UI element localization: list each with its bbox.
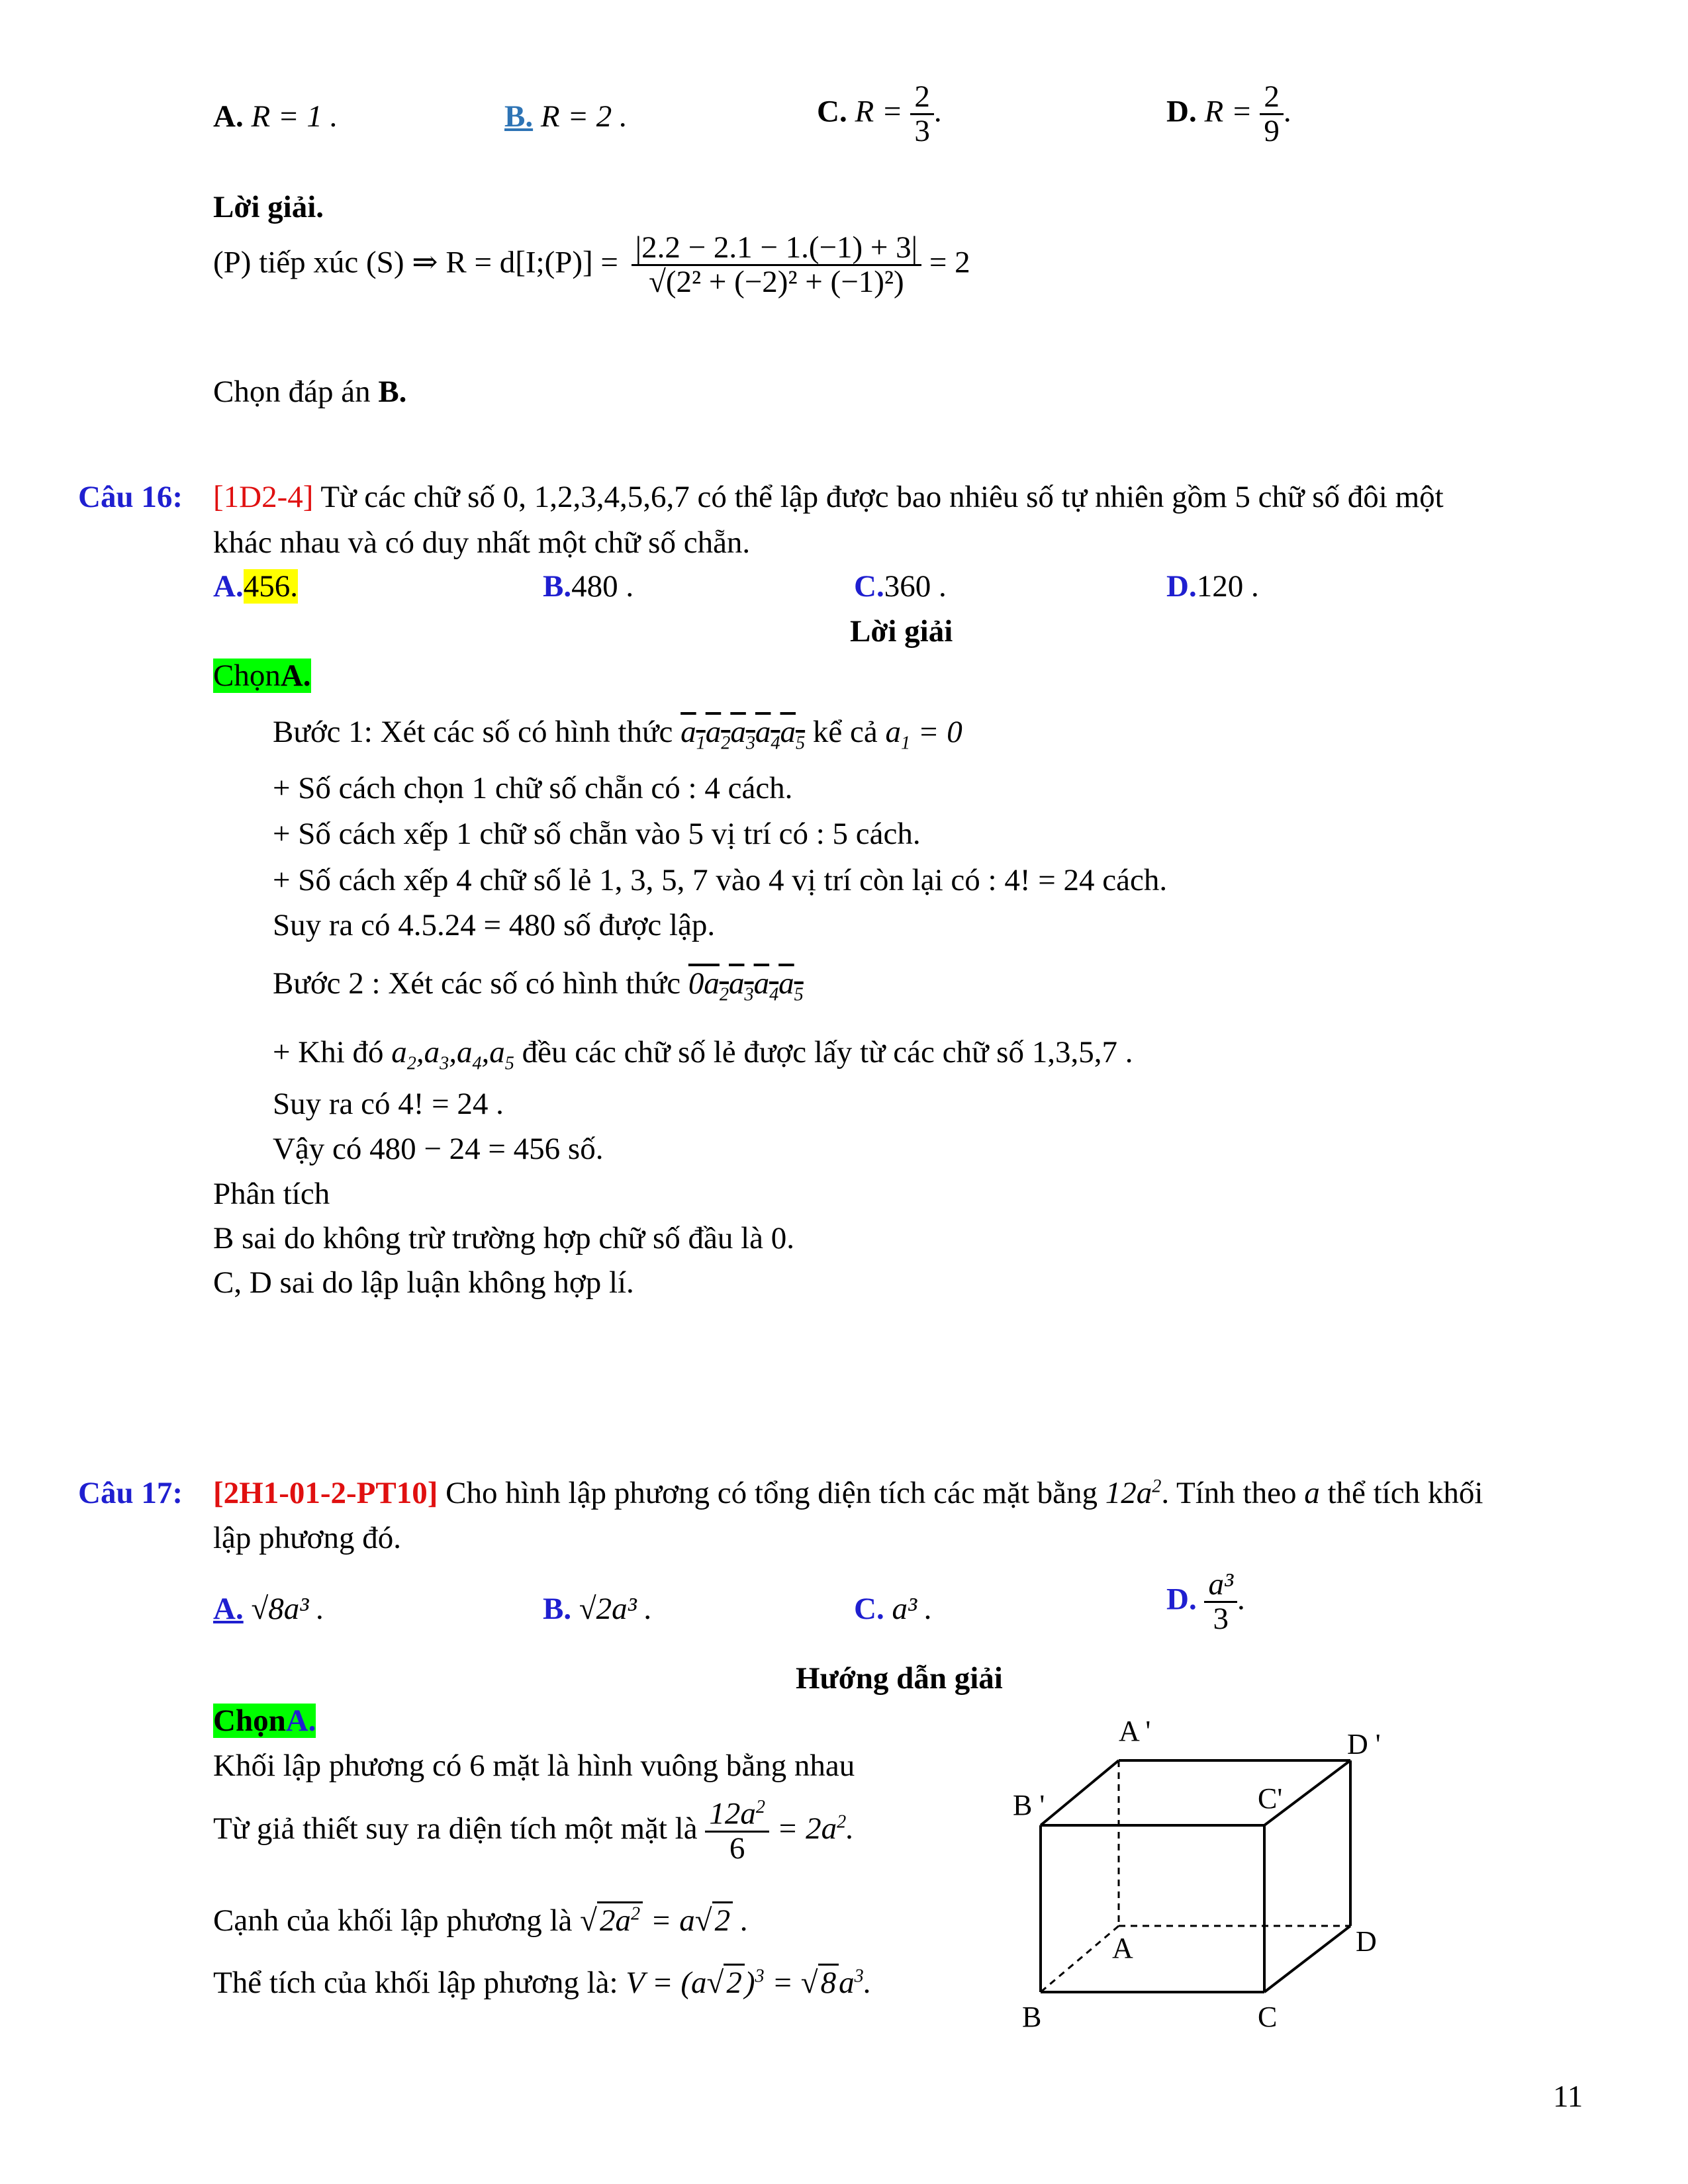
q17-option-a: A. √8a³ . bbox=[213, 1592, 324, 1626]
q17-face-area-fraction: $\frac{12a^2}{6}$ bbox=[705, 1797, 769, 1865]
q16-step1-condition: $a_1 = 0$ bbox=[885, 715, 962, 754]
q17-line: Cạnh của khối lập phương là $√2a^2 = a√2$ . bbox=[213, 1902, 749, 1939]
q17-solution-title: Hướng dẫn giải bbox=[796, 1661, 1003, 1696]
q16-step-line: Vậy có 480 − 24 = 456 số. bbox=[273, 1132, 604, 1166]
cube-vertex-label: B ' bbox=[1013, 1789, 1045, 1821]
q17-area-expression: $12a^2$ bbox=[1105, 1476, 1162, 1510]
cube-vertex-label: C' bbox=[1258, 1782, 1283, 1815]
q16-solution-title: Lời giải bbox=[850, 614, 953, 649]
q15-solution-formula: (P) tiếp xúc (S) ⇒ R = d[I;(P)] = $\frac{|2.2 - 2.1 - 1.(-1) + 3|}{\text{√(2² + (−2)² + (−1)²)}}$ = 2 bbox=[213, 230, 970, 300]
q17-choose: ChọnA. bbox=[213, 1704, 316, 1738]
q16-analysis-line: C, D sai do lập luận không hợp lí. bbox=[213, 1265, 634, 1300]
q17-variable-a: a bbox=[1304, 1476, 1320, 1510]
cube-vertex-label: C bbox=[1258, 2001, 1278, 2033]
q16-text-line2: khác nhau và có duy nhất một chữ số chẵn. bbox=[213, 525, 751, 560]
q16-step2-number-form: $0a_2a_3a_4a_5$ bbox=[688, 966, 804, 1005]
q16-analysis-title: Phân tích bbox=[213, 1177, 330, 1211]
q15-c-fraction: $\frac{2}{3}$ bbox=[910, 81, 934, 148]
q16-step-line: + Số cách chọn 1 chữ số chẵn có : 4 cách. bbox=[273, 771, 793, 805]
cube-diagram bbox=[980, 1707, 1417, 2038]
q15-solution-fraction: $\frac{|2.2 - 2.1 - 1.(-1) + 3|}{\text{√(2² + (−2)² + (−1)²)}}$ bbox=[632, 232, 921, 299]
q17-option-d: D. $\frac{\text{a³}}{3}$ . bbox=[1166, 1567, 1245, 1637]
q17-option-c: C. a³ . bbox=[854, 1592, 933, 1626]
q16-step-line: + Số cách xếp 1 chữ số chẵn vào 5 vị trí có : 5 cách. bbox=[273, 817, 921, 851]
page-number: 11 bbox=[1553, 2079, 1583, 2114]
q15-option-b: B. R = 2 . bbox=[504, 99, 628, 134]
cube-edge bbox=[1264, 1926, 1350, 1992]
q16-option-b: B.480 . bbox=[543, 569, 634, 604]
q16-choose: ChọnA. bbox=[213, 659, 311, 693]
q15-option-a: A. R = 1 . bbox=[213, 99, 338, 134]
q16-option-a: A.456. bbox=[213, 569, 298, 604]
q17-text-line2: lập phương đó. bbox=[213, 1521, 401, 1555]
cube-vertex-label: D bbox=[1356, 1925, 1377, 1958]
q16-odd-digits: $a_2,a_3,a_4,a_5$ bbox=[391, 1035, 514, 1074]
q16-analysis-line: B sai do không trừ trường hợp chữ số đầu là 0. bbox=[213, 1221, 795, 1255]
q16-step1: Bước 1: Xét các số có hình thức $a_1a_2a_3a_4a_5$ kể cả $a_1 = 0$ bbox=[273, 715, 962, 754]
cube-vertex-label: A bbox=[1112, 1932, 1133, 1964]
q17-label: Câu 17: bbox=[78, 1476, 183, 1510]
cube-vertex-label: B bbox=[1022, 2001, 1042, 2033]
q17-line: Từ giả thiết suy ra diện tích một mặt là $\frac{12a^2}{6}$ = $2a^2$. bbox=[213, 1796, 855, 1866]
q17-edge-value: $√2a^2 = a√2$ . bbox=[580, 1901, 748, 1938]
q17-d-fraction: $\frac{\text{a³}}{3}$ bbox=[1204, 1569, 1237, 1636]
q17-text-line1: [2H1-01-2-PT10] Cho hình lập phương có tổng diện tích các mặt bằng $12a^2$. Tính theo a thể tích khối bbox=[213, 1476, 1483, 1510]
q17-face-area-value: = $2a^2$. bbox=[776, 1811, 855, 1846]
cube-hidden-edge bbox=[1041, 1926, 1119, 1992]
q16-step-line: Suy ra có 4.5.24 = 480 số được lập. bbox=[273, 908, 716, 942]
q17-volume-value: $V = (a√2)^3 = √8a^3$. bbox=[626, 1966, 871, 2000]
q16-step1-number-form: $a_1a_2a_3a_4a_5$ bbox=[680, 715, 806, 754]
q16-text-line1: [1D2-4] Từ các chữ số 0, 1,2,3,4,5,6,7 có thể lập được bao nhiêu số tự nhiên gồm 5 chữ số đôi một bbox=[213, 480, 1444, 514]
q15-solution-title: Lời giải. bbox=[213, 190, 324, 224]
q17-option-b: B. √2a³ . bbox=[543, 1592, 653, 1626]
q17-line: Thể tích của khối lập phương là: $V = (a√2)^3 = √8a^3$. bbox=[213, 1964, 871, 2001]
cube-vertex-label: A ' bbox=[1119, 1715, 1151, 1747]
q16-step-line: + Số cách xếp 4 chữ số lẻ 1, 3, 5, 7 vào 4 vị trí còn lại có : 4! = 24 cách. bbox=[273, 863, 1168, 897]
q15-choose: Chọn đáp án B. bbox=[213, 375, 407, 409]
q16-step2: Bước 2 : Xét các số có hình thức $0a_2a_3a_4a_5$ bbox=[273, 966, 804, 1005]
q16-step-line: + Khi đó $a_2,a_3,a_4,a_5$ đều các chữ số lẻ được lấy từ các chữ số 1,3,5,7 . bbox=[273, 1035, 1133, 1074]
q16-option-d: D.120 . bbox=[1166, 569, 1259, 604]
q16-option-c: C.360 . bbox=[854, 569, 947, 604]
q16-step-line: Suy ra có 4! = 24 . bbox=[273, 1087, 504, 1121]
q15-option-d: D. R = $\frac{2}{9}$ . bbox=[1166, 79, 1291, 149]
q16-label: Câu 16: bbox=[78, 480, 183, 514]
cube-edge bbox=[1041, 1760, 1119, 1825]
q15-d-fraction: $\frac{2}{9}$ bbox=[1260, 81, 1284, 148]
q15-option-c: C. R = $\frac{2}{3}$ . bbox=[817, 79, 942, 149]
q17-line: Khối lập phương có 6 mặt là hình vuông bằng nhau bbox=[213, 1749, 855, 1783]
cube-vertex-label: D ' bbox=[1347, 1728, 1381, 1760]
